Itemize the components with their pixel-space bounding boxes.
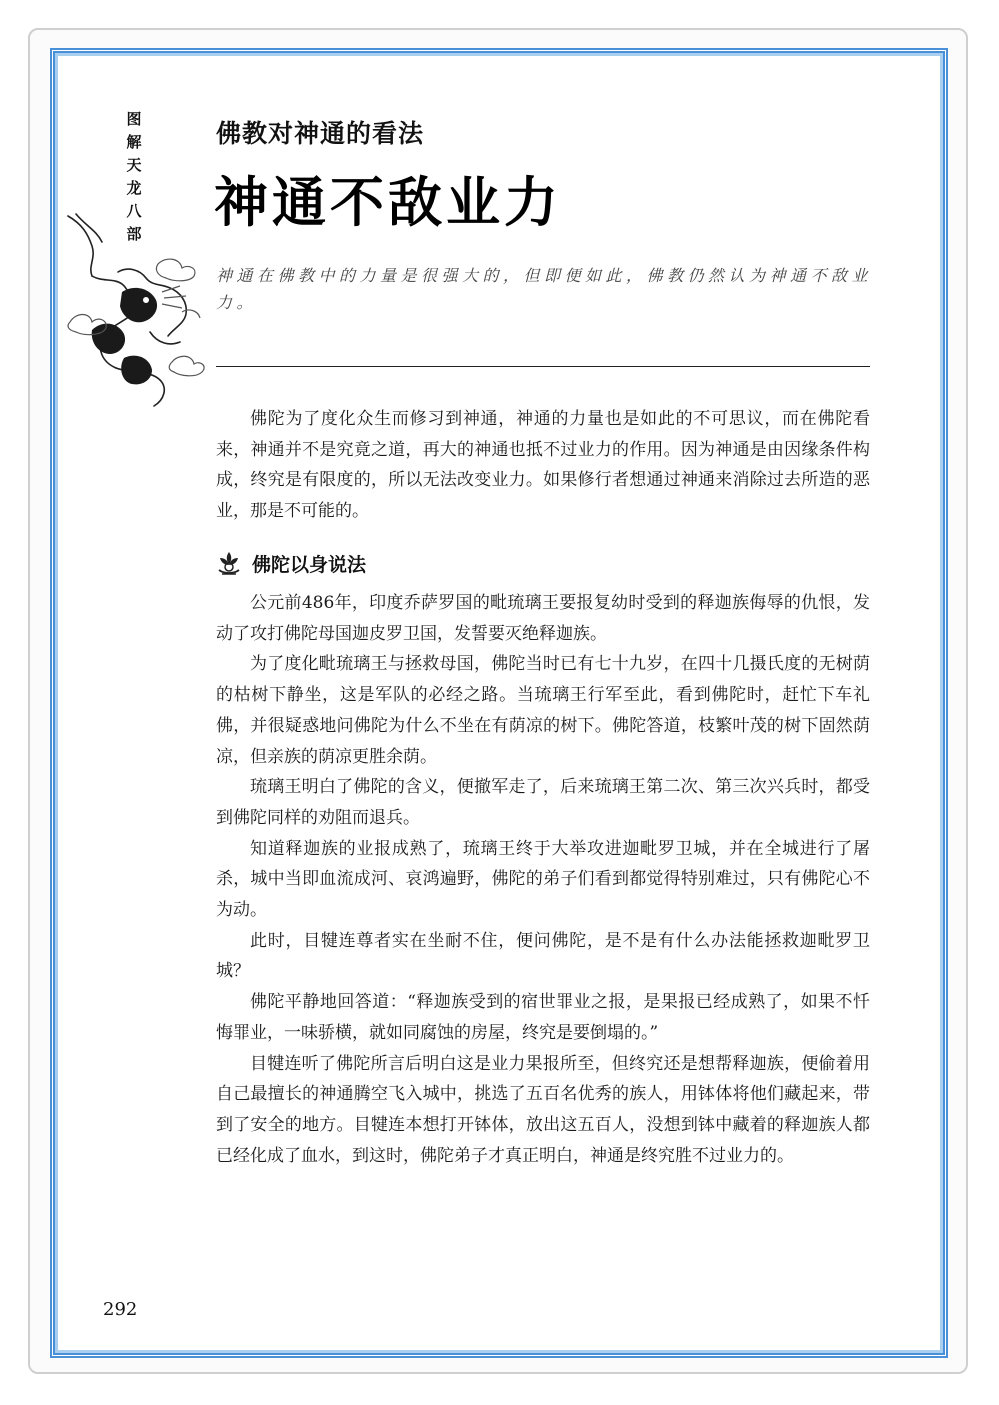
book-title-char: 图 (126, 110, 142, 128)
book-title-char: 天 (126, 156, 142, 174)
lotus-icon (216, 550, 242, 576)
book-title-char: 部 (126, 225, 142, 243)
page-number: 292 (103, 1299, 138, 1320)
divider-line (216, 366, 870, 367)
opening-text (216, 404, 870, 527)
body-paragraph: 公元前486年，印度乔萨罗国的毗琉璃王要报复幼时受到的释迦族侮辱的仇恨，发动了攻打佛陀母国迦皮罗卫国，发誓要灭绝释迦族。 (216, 593, 870, 644)
chapter-title: 神通不敌业力 (214, 171, 562, 234)
body-paragraph: 琉璃王明白了佛陀的含义，便撤军走了，后来琉璃王第二次、第三次兴兵时，都受到佛陀同样的劝阻而退兵。 (216, 777, 870, 828)
body-paragraph: 此时，目犍连尊者实在坐耐不住，便问佛陀，是不是有什么办法能拯救迦毗罗卫城？ (216, 930, 870, 982)
book-title-char: 解 (126, 133, 142, 151)
book-title-char: 龙 (126, 179, 142, 197)
body-paragraph: 知道释迦族的业报成熟了，琉璃王终于大举攻进迦毗罗卫城，并在全城进行了屠杀，城中当即血流成河、哀鸿遍野，佛陀的弟子们看到都觉得特别难过，只有佛陀心不为动。 (216, 838, 870, 921)
dragon-illustration (62, 212, 212, 412)
section-heading (216, 547, 366, 579)
body-paragraph: 目犍连听了佛陀所言后明白这是业力果报所至，但终究还是想帮释迦族，便偷着用自己最擅长的神通腾空飞入城中，挑选了五百名优秀的族人，用钵体将他们藏起来，带到了安全的地方。目犍连本想打开钵体，放出这五百人，没想到钵中藏着的释迦族人都已经化成了血水，到这时，佛陀弟子才真正明白，神通是终究胜不过业力的。 (216, 1053, 870, 1166)
body-paragraph: 佛陀平静地回答道：“释迦族受到的宿世罪业之报，是果报已经成熟了，如果不忏悔罪业，一味骄横，就如同腐蚀的房屋，终究是要倒塌的。” (216, 992, 870, 1043)
body-paragraph: 佛陀为了度化众生而修习到神通，神通的力量也是如此的不可思议，而在佛陀看来，神通并不是究竟之道，再大的神通也抵不过业力的作用。因为神通是由因缘条件构成，终究是有限度的，所以无法改变业力。如果修行者想通过神通来消除过去所造的恶业，那是不可能的。 (216, 409, 870, 522)
chapter-intro: 神通在佛教中的力量是很强大的，但即便如此，佛教仍然认为神通不敌业力。 (216, 266, 873, 312)
body-paragraph: 为了度化毗琉璃王与拯救母国，佛陀当时已有七十九岁，在四十几摄氏度的无树荫的枯树下静坐，这是军队的必经之路。当琉璃王行军至此，看到佛陀时，赶忙下车礼佛，并很疑惑地问佛陀为什么不坐在有荫凉的树下。佛陀答道，枝繁叶茂的树下固然荫凉，但亲族的荫凉更胜余荫。 (216, 654, 870, 767)
chapter-subtitle: 佛教对神通的看法 (216, 119, 425, 148)
story-text (216, 588, 870, 1171)
section-heading-label: 佛陀以身说法 (252, 553, 367, 576)
book-title-char: 八 (126, 202, 142, 220)
